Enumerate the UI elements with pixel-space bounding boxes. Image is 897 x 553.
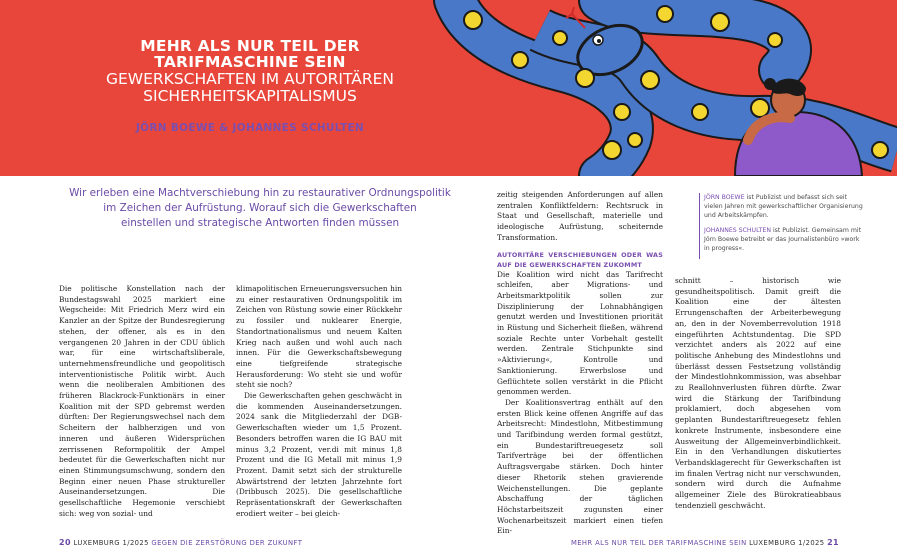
article-title-footer: MEHR ALS NUR TEIL DER TARIFMASCHINE SEIN bbox=[570, 539, 747, 547]
authors: JÖRN BOEWE & JOHANNES SCHULTEN bbox=[135, 122, 365, 134]
column-2-paragraph-2: Die Gewerkschaften gehen geschwächt in die kommenden Auseinandersetzungen. 2024 sank die Mitgliederzahl der DGB-Gewerkschaften wieder um 1,5 Prozent. Besonders betroffen waren die IG BAU mit minus 3,2 Prozent, ver.di mit minus 1,8 Prozent und die IG Metall mit minus 1,9 Prozent. Damit setzt sich der strukturelle Abwärtstrend der letzten Jahrzehnte fort (Dribbusch 2025). Die gesellschaftliche Repräsentationskraft der Gewerkschaften erodiert weiter – bei gleich- bbox=[236, 391, 402, 518]
column-3-paragraph-1: Die Koalition wird nicht das Tarifrecht schleifen, aber Migrations- und Arbeitsmarktpolitik sollen zur Disziplinierung der Lohnabhängigen genutzt werden und Investitionen priorität in Rüstung und Sicherheit fließen, während soziale Rechte unter Vorbehalt gestellt werden. Zentrale Stichpunkte sind »Aktivierung«, Kontrolle und Sanktionierung. Erwerbslose und Geflüchtete sollen verstärkt in die Pflicht genommen werden. bbox=[497, 269, 663, 397]
column-4 bbox=[675, 276, 841, 511]
page-number-left: 20 bbox=[59, 538, 71, 547]
header-banner bbox=[0, 0, 897, 176]
bio-schulten bbox=[704, 226, 864, 253]
lead-paragraph bbox=[48, 186, 472, 231]
bio-boewe bbox=[704, 193, 864, 220]
column-3-paragraph-2: Der Koalitionsvertrag enthält auf den ersten Blick keine offenen Angriffe auf das Arbeitsrecht: Mindestlohn, Mitbestimmung und Tarifbindung werden formal gestützt, ein Bundestariftreuegesetz soll Tarifverträge bei der öffentlichen Auftragsvergabe stärken. Doch hinter dieser Rhetorik stehen gravierende Weichenstellungen. Die geplante Abschaffung der täglichen Höchstarbeitszeit zugunsten einer Wochenarbeitszeit markiert einen tiefen Ein- bbox=[497, 397, 663, 536]
lead-line-2: im Zeichen der Aufrüstung. Worauf sich die Gewerkschaften bbox=[103, 202, 417, 214]
column-4-paragraph-1: schnitt – historisch wie gesundheitspolitisch. Damit greift die Koalition eine der ältesten Errungenschaften der Arbeiterbewegung an, den in der Novemberrevolution 1918 eingeführten Achtstundentag. Die SPD verzichtet anders als 2022 auf eine politische Anhebung des Mindestlohns und überlässt dessen Festsetzung vollständig der Mindestlohnkommission, was absehbar zu Reallohnverlusten führen dürfte. Zwar wird die Stärkung der Tarifbindung proklamiert, doch abgesehen vom geplanten Bundestariftreuegesetz fehlen konkrete Instrumente, insbesondere eine Ausweitung der Allgemeinverbindlichkeit. Ein in den Verhandlungen diskutiertes Verbandsklagerecht für Gewerkschaften ist im finalen Vertrag nicht nur verschwunden, sondern wird durch die Aufnahme allgemeiner Ziele des Bürokratieabbaus tendenziell geschwächt. bbox=[675, 276, 841, 510]
title-block bbox=[60, 38, 440, 134]
author-bio-box bbox=[699, 193, 864, 259]
section-subheading: AUTORITÄRE VERSCHIEBUNGEN ODER WAS AUF DIE GEWERKSCHAFTEN ZUKOMMT bbox=[497, 250, 663, 269]
magazine-issue-left: LUXEMBURG 1/2025 bbox=[73, 539, 149, 547]
column-2 bbox=[236, 284, 402, 519]
bio-text-boewe: ist Publizist und befasst sich seit vielen Jahren mit gewerkschaftlicher Organisierung und Arbeitskämpfen. bbox=[704, 194, 863, 219]
footer-right bbox=[571, 538, 839, 547]
bio-name-schulten: JOHANNES SCHULTEN bbox=[704, 227, 771, 234]
bio-text-schulten: ist Publizist. Gemeinsam mit Jörn Boewe betreibt er das Journalistenbüro »work in progress«. bbox=[704, 227, 862, 252]
subtitle-line-2: SICHERHEITSKAPITALISMUS bbox=[143, 87, 357, 105]
column-1 bbox=[59, 284, 225, 519]
column-2-paragraph-1: klimapolitischen Erneuerungsversuchen hin zu einer restaurativen Ordnungspolitik im Zeichen von Rüstung sowie einer Rückkehr zu fossiler und nuklearer Energie, Standortnationalismus und neuem Kalten Krieg nach außen und wohl auch nach innen. Für die Gewerkschaftsbewegung eine tiefgreifende strategische Herausforderung: Wo steht sie und wofür steht sie noch? bbox=[236, 284, 402, 390]
title-line-2: TARIFMASCHINE SEIN bbox=[154, 53, 346, 71]
title-line-1: MEHR ALS NUR TEIL DER bbox=[140, 37, 360, 55]
lead-line-3: einstellen und strategische Antworten finden müssen bbox=[120, 217, 400, 229]
bio-name-boewe: JÖRN BOEWE bbox=[704, 194, 745, 201]
magazine-issue-right: LUXEMBURG 1/2025 bbox=[749, 539, 825, 547]
column-3 bbox=[497, 190, 663, 537]
lead-line-1: Wir erleben eine Machtverschiebung hin zu restaurativer Ordnungspolitik bbox=[69, 187, 451, 199]
subtitle-line-1: GEWERKSCHAFTEN IM AUTORITÄREN bbox=[105, 70, 395, 88]
section-title-left: GEGEN DIE ZERSTÖRUNG DER ZUKUNFT bbox=[151, 539, 303, 547]
footer-left bbox=[59, 538, 302, 547]
page-number-right: 21 bbox=[827, 538, 839, 547]
column-1-paragraph-1: Die politische Konstellation nach der Bundestagswahl 2025 markiert eine Wegscheide: Mit Friedrich Merz wird ein Kanzler an der Spitze der Bundesregierung stehen, der offener, als es in den vergangenen 20 Jahren in der CDU üblich war, für eine wirtschaftsliberale, unternehmensfreundliche und geopolitisch interventionistische Politik wirbt. Auch wenn die neoliberalen Ambitionen des früheren Blackrock-Funktionärs in einer Koalition mit der SPD gebremst werden dürften: Der Regierungswechsel nach dem Scheitern der halbherzigen und von inneren und äußeren Widersprüchen zerrissenen Reformpolitik der Ampel bedeutet für die Gewerkschaften nicht nur einen Stimmungsumschwung, sondern den Beginn einer neuen Phase struktureller Auseinandersetzungen. Die gesellschaftliche Hegemonie verschiebt sich: weg von sozial- und bbox=[59, 284, 225, 518]
column-3-paragraph-0: zeitig steigenden Anforderungen auf allen zentralen Konfliktfeldern: Rechtsruck in Staat und Gesellschaft, materielle und ideologische Aufrüstung, scheiternde Transformation. bbox=[497, 190, 663, 242]
